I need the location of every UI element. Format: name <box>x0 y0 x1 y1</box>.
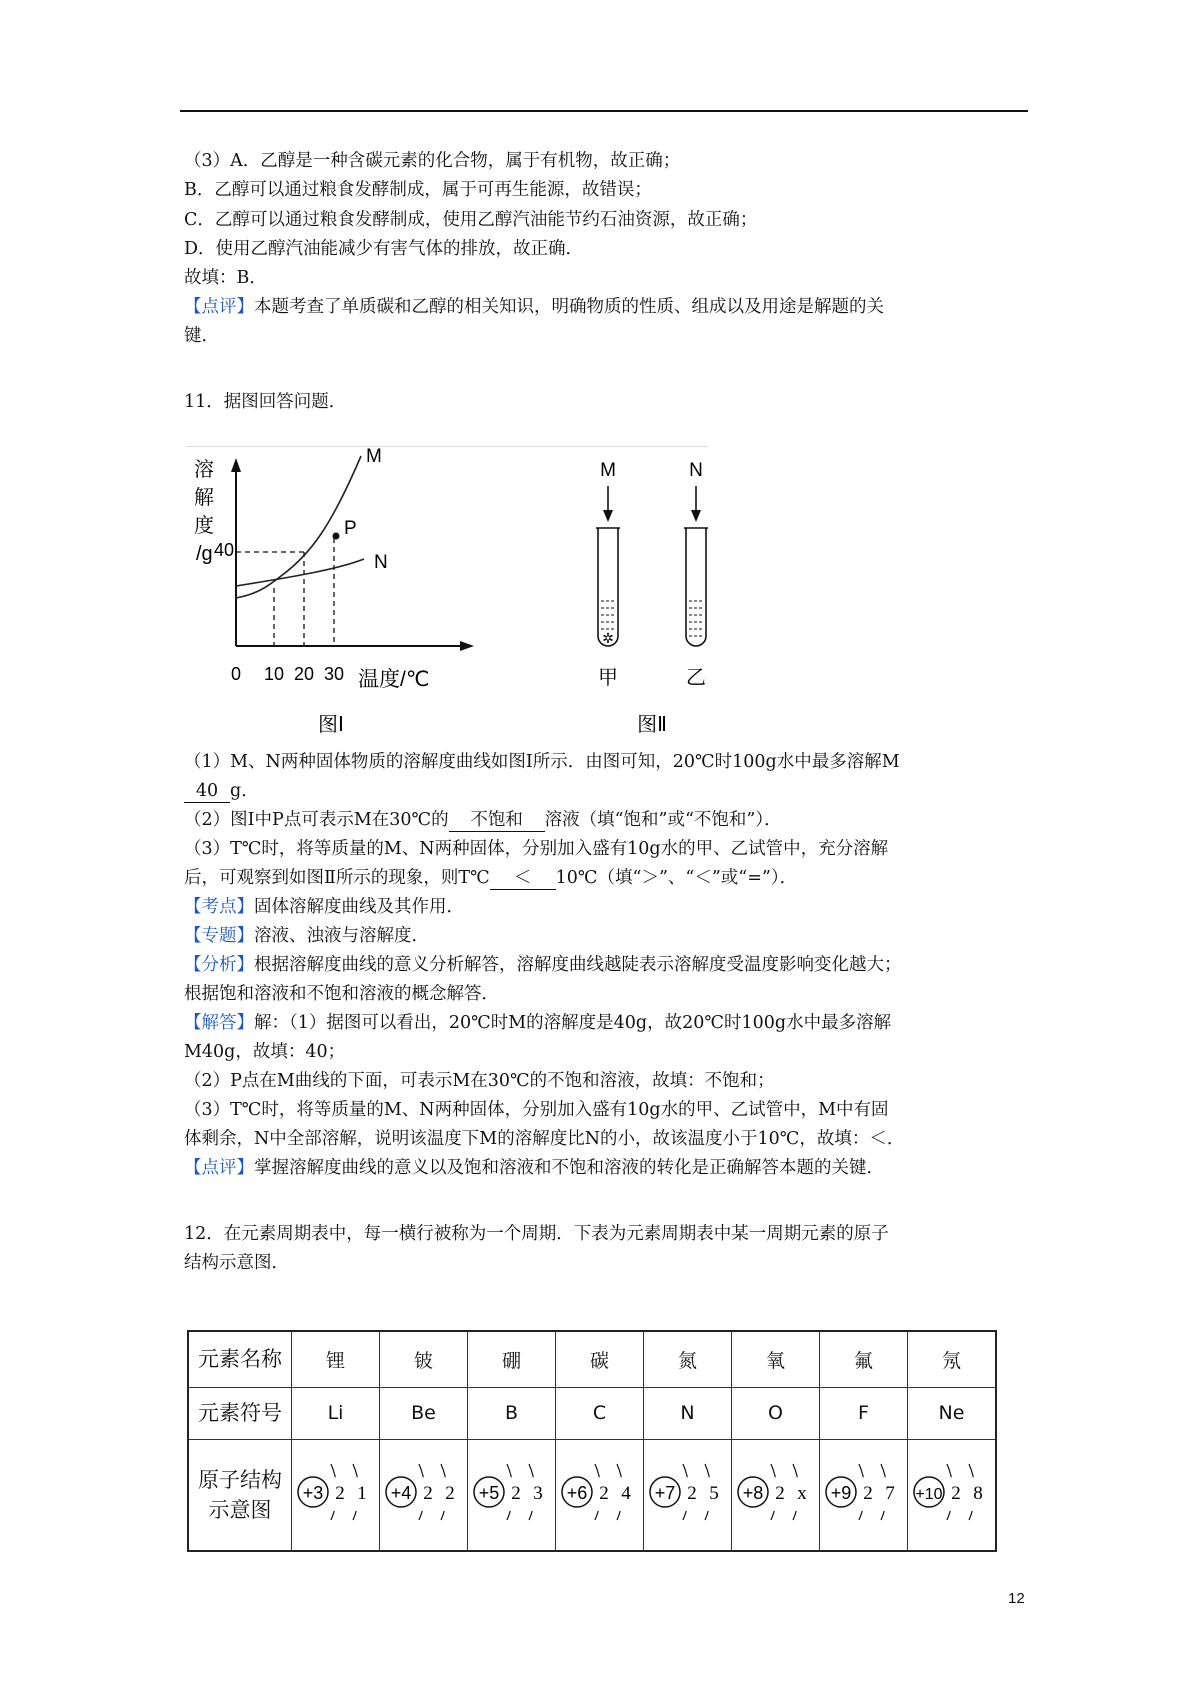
review-tag: 【点评】 <box>184 297 254 317</box>
shell-electron-count: 2 <box>686 1483 697 1505</box>
text-line: （3）A．乙醇是一种含碳元素的化合物，属于有机物，故正确； <box>184 151 681 171</box>
row-header: 元素名称 <box>188 1331 292 1387</box>
atom-diagram <box>909 1442 995 1542</box>
periodic-row-table <box>187 1330 997 1552</box>
atom-diagram <box>381 1442 467 1542</box>
zhuanti-text: 溶液、浊液与溶解度． <box>254 926 429 946</box>
q11-part3: （3）T℃时，将等质量的M、N两种固体，分别加入盛有10g水的甲、乙试管中，充分溶解 <box>184 839 889 859</box>
text-line: D．使用乙醇汽油能减少有害气体的排放，故正确． <box>184 239 584 259</box>
q11-part2 <box>184 806 782 835</box>
q11-part1-unit: g． <box>230 781 259 801</box>
element-symbol: N <box>644 1387 732 1439</box>
curve-M-label: M <box>366 446 382 467</box>
text-line: C．乙醇可以通过粮食发酵制成，使用乙醇汽油能节约石油资源，故正确； <box>184 210 758 230</box>
shell-electron-count: 4 <box>620 1483 631 1505</box>
shell-electron-count: 5 <box>708 1483 719 1505</box>
page-number: 12 <box>1008 1590 1025 1607</box>
ylabel-char: 解 <box>194 487 214 509</box>
tube-B-liquid <box>689 601 703 636</box>
shell-electron-count: 2 <box>510 1483 521 1505</box>
jieda-text: 解：（1）据图可以看出，20℃时M的溶解度是40g，故20℃时100g水中最多溶解 <box>254 1013 892 1033</box>
figure-2-caption: 图Ⅱ <box>637 714 667 736</box>
atom-diagram <box>821 1442 907 1542</box>
x-tick: 30 <box>323 664 345 684</box>
fenxi-cont: 根据饱和溶液和不饱和溶液的概念解答． <box>184 984 499 1004</box>
x-tick: 0 <box>230 664 242 684</box>
atom-diagram-cell <box>908 1439 997 1551</box>
row-header <box>188 1439 292 1551</box>
q11-part3-text: 后，可观察到如图Ⅱ所示的现象，则T℃ <box>184 868 490 888</box>
kaodian-line <box>184 893 464 922</box>
nucleus-charge: +5 <box>478 1483 499 1504</box>
nucleus-charge: +9 <box>830 1483 851 1504</box>
curve-N <box>236 559 364 586</box>
atom-diagram-cell <box>820 1439 908 1551</box>
q11-part2-tail: 溶液（填“饱和”或“不饱和”）． <box>544 810 782 830</box>
arrow-down-icon <box>603 510 613 522</box>
answer-blank-2: 不饱和 <box>449 809 545 832</box>
review-text: 掌握溶解度曲线的意义以及饱和溶液和不饱和溶液的转化是正确解答本题的关键． <box>254 1158 884 1178</box>
atom-diagram-cell <box>556 1439 644 1551</box>
question-12-title-cont: 结构示意图． <box>184 1253 289 1273</box>
jieda-3-cont: 体剩余，N中全部溶解，说明该温度下M的溶解度比N的小，故该温度小于10℃，故填：＜． <box>184 1129 905 1149</box>
jieda-tag: 【解答】 <box>184 1013 254 1033</box>
jieda-2: （2）P点在M曲线的下面，可表示M在30℃的不饱和溶液，故填：不饱和； <box>184 1071 775 1091</box>
shell-electron-count: 7 <box>884 1483 895 1505</box>
q11-part1-cont <box>184 777 259 806</box>
tube-B <box>686 528 706 646</box>
element-name: 铍 <box>380 1331 468 1387</box>
jieda-cont: M40g，故填：40； <box>184 1042 346 1062</box>
nucleus-charge: +3 <box>302 1483 323 1504</box>
tube-A-liquid <box>601 601 615 629</box>
q11-part3-tail: 10℃（填“＞”、“＜”或“=”）． <box>555 868 798 888</box>
element-name: 氧 <box>732 1331 820 1387</box>
atom-diagram-cell <box>468 1439 556 1551</box>
shell-electron-count: 2 <box>598 1483 609 1505</box>
tube-A-name: 甲 <box>598 667 618 689</box>
tube-B-name: 乙 <box>686 667 706 689</box>
x-tick: 20 <box>293 664 315 684</box>
fenxi-line <box>184 951 902 980</box>
shell-electron-count: 3 <box>532 1483 543 1505</box>
element-name: 硼 <box>468 1331 556 1387</box>
nucleus-charge: +7 <box>654 1483 675 1504</box>
tube-A <box>598 528 618 646</box>
shell-electron-count: x <box>796 1483 807 1505</box>
element-symbol: Ne <box>908 1387 997 1439</box>
element-name: 锂 <box>292 1331 380 1387</box>
row-header: 元素符号 <box>188 1387 292 1439</box>
text-line: 故填：B． <box>184 268 267 288</box>
element-name: 氮 <box>644 1331 732 1387</box>
atom-diagram-cell <box>292 1439 380 1551</box>
x-tick: 10 <box>263 664 285 684</box>
atom-diagram-cell <box>732 1439 820 1551</box>
q11-part2-text: （2）图Ⅰ中P点可表示M在30℃的 <box>184 810 449 830</box>
review-line-cont: 键． <box>184 326 219 346</box>
ylabel-char: 度 <box>194 515 214 537</box>
y-tick-40: 40 <box>214 540 235 560</box>
q11-part1: （1）M、N两种固体物质的溶解度曲线如图Ⅰ所示．由图可知，20℃时100g水中最多溶解M <box>184 752 900 772</box>
solid-residue-icon: ✲ <box>602 630 614 646</box>
atom-diagram <box>645 1442 731 1542</box>
shell-electron-count: 2 <box>444 1483 455 1505</box>
x-axis-label: 温度/℃ <box>358 668 430 691</box>
table-row <box>188 1331 996 1387</box>
shell-electron-count: 2 <box>862 1483 873 1505</box>
q11-part3-cont <box>184 864 797 893</box>
atom-diagram <box>293 1442 379 1542</box>
ylabel-char: /g <box>196 543 213 565</box>
tube-A-label: M <box>600 460 616 481</box>
shell-electron-count: 2 <box>950 1483 961 1505</box>
ylabel-char: 溶 <box>194 459 214 481</box>
arrow-down-icon <box>691 510 701 522</box>
kaodian-text: 固体溶解度曲线及其作用． <box>254 897 464 917</box>
x-axis-arrow-icon <box>460 641 474 651</box>
point-P <box>333 533 340 540</box>
element-symbol: Li <box>292 1387 380 1439</box>
element-name: 碳 <box>556 1331 644 1387</box>
tube-B-label: N <box>689 460 703 481</box>
shell-electron-count: 8 <box>972 1483 983 1505</box>
fenxi-text: 根据溶解度曲线的意义分析解答，溶解度曲线越陡表示溶解度受温度影响变化越大； <box>254 955 902 975</box>
row-header-line: 示意图 <box>208 1497 272 1522</box>
nucleus-charge: +8 <box>742 1483 763 1504</box>
element-symbol: O <box>732 1387 820 1439</box>
shell-electron-count: 2 <box>422 1483 433 1505</box>
shell-electron-count: 1 <box>356 1483 367 1505</box>
question-11-figures <box>186 446 726 736</box>
question-11-title: 11．据图回答问题． <box>184 392 347 412</box>
atom-diagram <box>469 1442 555 1542</box>
review-line <box>184 293 884 322</box>
element-name: 氖 <box>908 1331 997 1387</box>
curve-M <box>236 456 361 598</box>
nucleus-charge: +10 <box>914 1486 943 1504</box>
row-header-line: 原子结构 <box>198 1467 282 1492</box>
question-12-title: 12．在元素周期表中，每一横行被称为一个周期．下表为元素周期表中某一周期元素的原子 <box>184 1224 889 1244</box>
review-text: 本题考查了单质碳和乙醇的相关知识，明确物质的性质、组成以及用途是解题的关 <box>254 297 884 317</box>
zhuanti-tag: 【专题】 <box>184 926 254 946</box>
review-tag: 【点评】 <box>184 1158 254 1178</box>
fenxi-tag: 【分析】 <box>184 955 254 975</box>
atom-diagram <box>733 1442 819 1542</box>
point-P-label: P <box>344 518 357 539</box>
shell-electron-count: 2 <box>774 1483 785 1505</box>
nucleus-charge: +6 <box>566 1483 587 1504</box>
table-row <box>188 1439 996 1551</box>
atom-diagram-cell <box>380 1439 468 1551</box>
y-axis-arrow-icon <box>231 458 241 472</box>
answer-blank-1: 40 <box>184 780 230 803</box>
review-line <box>184 1154 884 1183</box>
nucleus-charge: +4 <box>390 1483 411 1504</box>
answer-blank-3: ＜ <box>490 867 556 890</box>
element-symbol: C <box>556 1387 644 1439</box>
header-rule <box>180 110 1028 112</box>
atom-diagram-cell <box>644 1439 732 1551</box>
element-name: 氟 <box>820 1331 908 1387</box>
element-symbol: F <box>820 1387 908 1439</box>
element-symbol: B <box>468 1387 556 1439</box>
element-symbol: Be <box>380 1387 468 1439</box>
curve-N-label: N <box>374 552 388 573</box>
table-row <box>188 1387 996 1439</box>
text-line: B．乙醇可以通过粮食发酵制成，属于可再生能源，故错误； <box>184 180 652 200</box>
jieda-line <box>184 1009 891 1038</box>
kaodian-tag: 【考点】 <box>184 897 254 917</box>
figure-1-caption: 图Ⅰ <box>318 714 344 736</box>
zhuanti-line <box>184 922 429 951</box>
shell-electron-count: 2 <box>334 1483 345 1505</box>
jieda-3: （3）T℃时，将等质量的M、N两种固体，分别加入盛有10g水的甲、乙试管中，M中有固 <box>184 1100 889 1120</box>
atom-diagram <box>557 1442 643 1542</box>
